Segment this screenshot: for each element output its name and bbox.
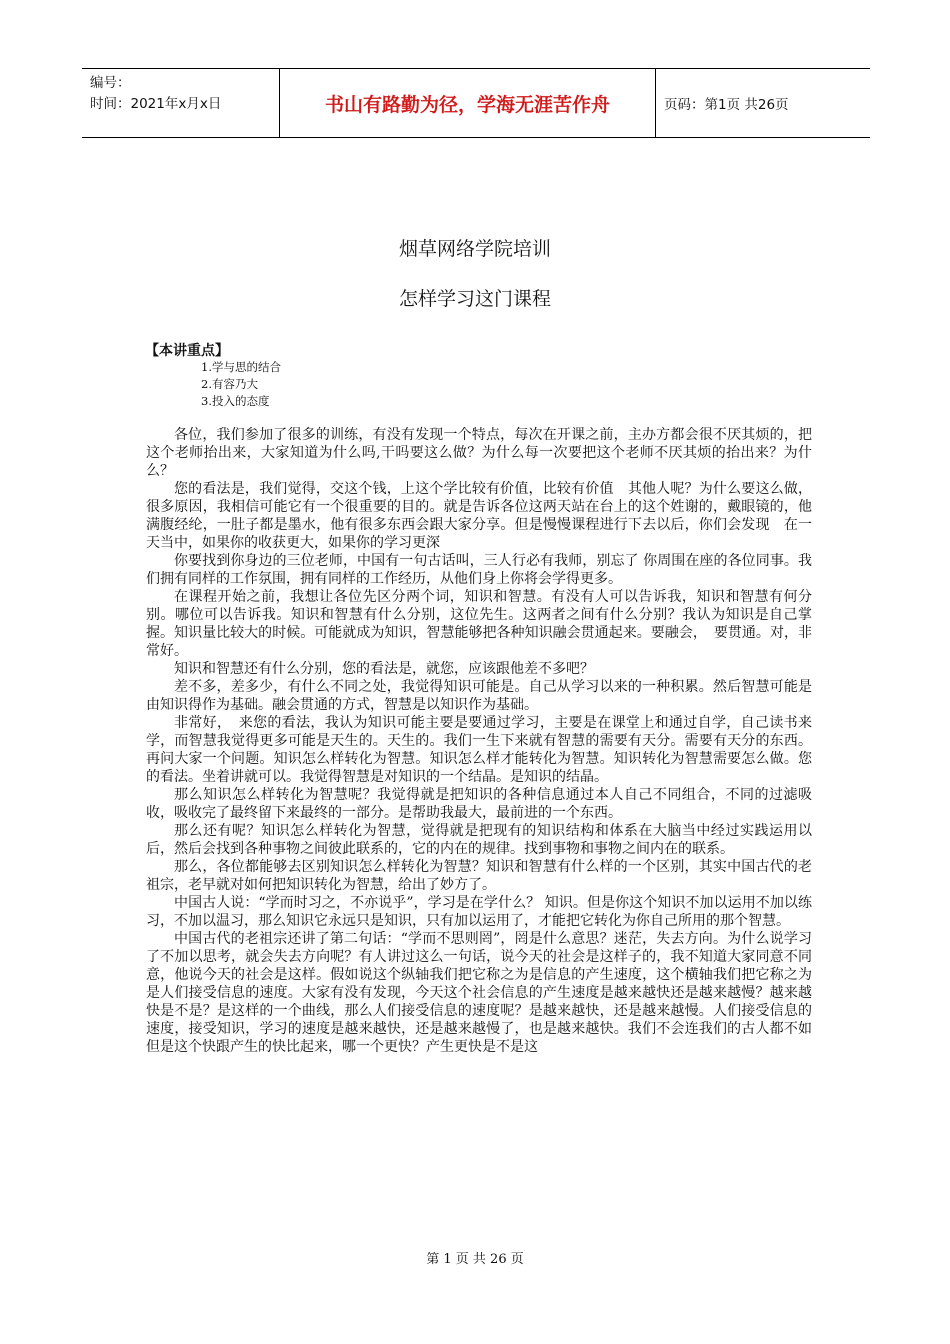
header-page-info xyxy=(656,69,870,137)
document-title: 烟草网络学院培训 xyxy=(398,238,551,260)
paragraph: 各位，我们参加了很多的训练，有没有发现一个特点，每次在开课之前，主办方都会很不厌其烦的，把这个老师抬出来，大家知道为什么吗,干吗要这么做？为什么每一次要把这个老师不厌其烦的抬出来？为什么？ xyxy=(146,427,812,479)
paragraph: 你要找到你身边的三位老师，中国有一句古话叫，三人行必有我师，别忘了 你周围在座的各位同事。我们拥有同样的工作氛围，拥有同样的工作经历，从他们身上你将会学得更多。 xyxy=(146,553,812,587)
page-info-text: 页码：第1页 共26页 xyxy=(664,97,789,113)
paragraph: 那么，各位都能够去区别知识怎么样转化为智慧？知识和智慧有什么样的一个区别，其实中国古代的老祖宗，老早就对如何把知识转化为智慧，给出了妙方了。 xyxy=(146,859,812,893)
body-text xyxy=(146,426,812,1056)
header-meta xyxy=(82,69,280,137)
document-time: 时间：2021年x月x日 xyxy=(90,96,222,112)
motto-text: 书山有路勤为径，学海无涯苦作舟 xyxy=(324,93,610,116)
key-points-heading: 【本讲重点】 xyxy=(145,343,229,359)
document-number-label: 编号： xyxy=(90,75,131,91)
key-point-item: 1.学与思的结合 xyxy=(201,360,281,374)
paragraph: 那么还有呢？知识怎么样转化为智慧，觉得就是把现有的知识结构和体系在大脑当中经过实践运用以后，然后会找到各种事物之间彼此联系的，它的内在的规律。找到事物和事物之间内在的联系。 xyxy=(146,823,812,857)
key-point-item: 3.投入的态度 xyxy=(201,394,270,408)
paragraph: 差不多，差多少，有什么不同之处，我觉得知识可能是。自己从学习以来的一种积累。然后智慧可能是由知识得作为基础。融会贯通的方式，智慧是以知识作为基础。 xyxy=(146,679,812,713)
paragraph: 非常好， 来您的看法，我认为知识可能主要是要通过学习，主要是在课堂上和通过自学，自己读书来学，而智慧我觉得更多可能是天生的。天生的。我们一生下来就有智慧的需要有天分。需要有天分的东西。再问大家一个问题。知识怎么样转化为智慧。知识怎么样才能转化为智慧。知识转化为智慧需要怎么做。您的看法。坐着讲就可以。我觉得智慧是对知识的一个结晶。是知识的结晶。 xyxy=(146,715,812,785)
paragraph: 在课程开始之前，我想让各位先区分两个词，知识和智慧。有没有人可以告诉我，知识和智慧有何分别。哪位可以告诉我。知识和智慧有什么分别，这位先生。这两者之间有什么分别？我认为知识是自己掌握。知识量比较大的时候。可能就成为知识，智慧能够把各种知识融会贯通起来。要融会， 要贯通。对，非常好。 xyxy=(146,589,812,659)
paragraph: 中国古代的老祖宗还讲了第二句话：“学而不思则罔”，罔是什么意思？迷茫，失去方向。为什么说学习了不加以思考，就会失去方向呢？有人讲过这么一句话，说今天的社会是这样子的，我不知道大家同意不同意，他说今天的社会是这样。假如说这个纵轴我们把它称之为是信息的产生速度，这个横轴我们把它称之为是人们接受信息的速度。大家有没有发现，今天这个社会信息的产生速度是越来越快还是越来越慢？越来越快是不是？是这样的一个曲线，那么人们接受信息的速度呢？是越来越快，还是越来越慢。人们接受信息的速度，接受知识，学习的速度是越来越快，还是越来越慢了，也是越来越快。我们不会连我们的古人都不如但是这个快跟产生的快比起来，哪一个更快？产生更快是不是这 xyxy=(146,931,812,1055)
header-motto xyxy=(280,69,656,137)
paragraph: 中国古人说：“学而时习之，不亦说乎”，学习是在学什么？ 知识。但是你这个知识不加以运用不加以练习，不加以温习，那么知识它永远只是知识，只有加以运用了，才能把它转化为你自己所用的那个智慧。 xyxy=(146,895,812,929)
paragraph: 知识和智慧还有什么分别，您的看法是，就您，应该跟他差不多吧？ xyxy=(174,661,594,677)
key-point-item: 2.有容乃大 xyxy=(201,377,258,391)
header-table xyxy=(82,68,870,138)
paragraph: 那么知识怎么样转化为智慧呢？我觉得就是把知识的各种信息通过本人自己不同组合，不同的过滤吸收，吸收完了最终留下来最终的一部分。是帮助我最大，最前进的一个东西。 xyxy=(146,787,812,821)
paragraph: 您的看法是，我们觉得，交这个钱，上这个学比较有价值，比较有价值 其他人呢？为什么要这么做，很多原因，我相信可能它有一个很重要的目的。就是告诉各位这两天站在台上的这个姓谢的，戴眼镜的，他满腹经纶，一肚子都是墨水，他有很多东西会跟大家分享。但是慢慢课程进行下去以后，你们会发现 在一天当中，如果你的收获更大，如果你的学习更深 xyxy=(146,481,812,551)
key-points-list xyxy=(201,359,281,410)
document-subtitle: 怎样学习这门课程 xyxy=(398,288,551,310)
page-footer: 第 1 页 共 26 页 xyxy=(426,1252,524,1267)
